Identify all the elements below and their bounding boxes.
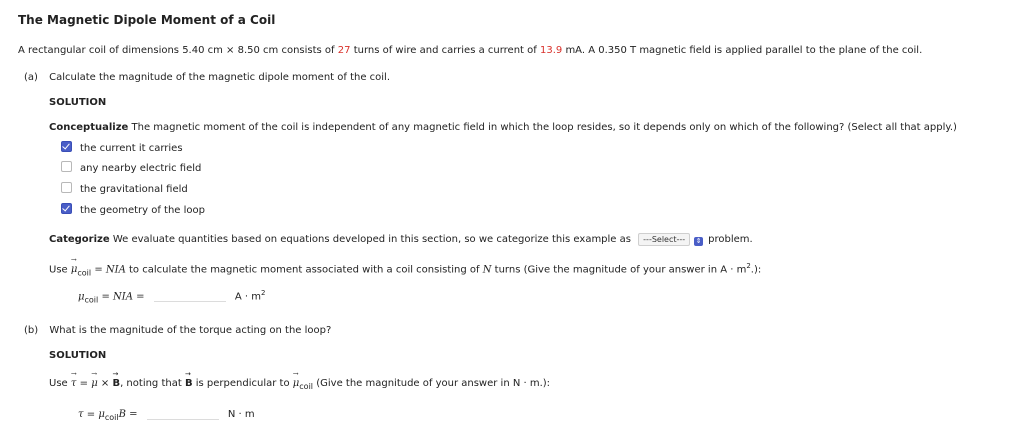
checkbox-checked-icon[interactable] <box>61 141 72 152</box>
use-formula-b <box>49 378 550 391</box>
option-label: the gravitational field <box>80 184 188 195</box>
option-current[interactable] <box>61 141 183 154</box>
categorize-text: We evaluate quantities based on equations developed in this section, so we categorize this example as <box>112 234 631 245</box>
use-formula-a <box>49 262 761 277</box>
option-label: any nearby electric field <box>80 163 202 174</box>
use-rest-text: to calculate the magnetic moment associated with a coil consisting of <box>128 264 480 276</box>
page-title: The Magnetic Dipole Moment of a Coil <box>18 13 276 27</box>
categorize-end: problem. <box>708 234 753 245</box>
magnetic-moment-input[interactable] <box>154 289 226 302</box>
intro-text-3: mA. A 0.350 T magnetic field is applied parallel to the plane of the coil. <box>565 45 923 56</box>
mu-vector: → μ <box>71 264 78 275</box>
torque-input[interactable] <box>147 407 219 420</box>
answer-unit-superscript: 2 <box>260 289 266 297</box>
tau-symbol: τ <box>78 409 84 420</box>
checkbox-icon[interactable] <box>61 182 72 193</box>
answer-row-b <box>78 407 255 422</box>
mu-symbol: μ <box>98 409 105 420</box>
current-value: 13.9 <box>539 45 563 56</box>
part-a-question <box>24 72 390 83</box>
part-b-label: (b) <box>24 325 39 336</box>
use-end-text: (Give the magnitude of your answer in N · m.): <box>316 378 551 389</box>
part-a-question-text: Calculate the magnitude of the magnetic dipole moment of the coil. <box>49 72 391 83</box>
cross-product-sign: × <box>100 378 110 389</box>
coil-subscript: coil <box>84 295 99 305</box>
option-geometry[interactable] <box>61 203 205 216</box>
equals-sign: = <box>86 409 96 420</box>
mu-vector: → μ <box>293 378 300 389</box>
turns-value: 27 <box>337 45 351 56</box>
categorize-row <box>49 233 753 246</box>
answer-row-a <box>78 289 265 304</box>
part-b-question <box>24 325 331 336</box>
answer-lhs: = NIA = <box>101 291 145 303</box>
coil-subscript: coil <box>77 268 92 278</box>
part-a-label: (a) <box>24 72 38 83</box>
use-rest-text-2: turns (Give the magnitude of your answer in A · m <box>494 264 747 276</box>
unit-superscript: 2 <box>746 262 751 270</box>
conceptualize-label: Conceptualize <box>49 122 129 133</box>
coil-subscript: coil <box>104 413 119 422</box>
conceptualize-row <box>49 122 957 133</box>
option-label: the geometry of the loop <box>80 205 205 216</box>
noting-text: , noting that <box>120 378 182 389</box>
problem-intro <box>18 45 922 56</box>
b-vector: → B <box>185 378 193 389</box>
use-prefix: Use <box>49 378 68 389</box>
tau-vector: → τ <box>71 378 77 389</box>
option-gravitational-field[interactable] <box>61 182 188 195</box>
checkbox-icon[interactable] <box>61 161 72 172</box>
part-b-question-text: What is the magnitude of the torque acting on the loop? <box>49 325 332 336</box>
conceptualize-text: The magnetic moment of the coil is independent of any magnetic field in which the loop resides, so it depends only on which of the following? (Select all that apply.) <box>131 122 957 133</box>
select-arrow-icon[interactable]: ⇕ <box>695 237 702 245</box>
b-vector: → B <box>112 378 120 389</box>
part-a-solution-label: SOLUTION <box>49 97 107 108</box>
nia-equation: = NIA <box>94 264 126 276</box>
coil-subscript: coil <box>299 382 314 391</box>
perp-text: is perpendicular to <box>195 378 290 389</box>
category-select[interactable] <box>638 233 690 246</box>
mu-symbol: μ <box>78 291 85 303</box>
use-prefix: Use <box>49 264 68 276</box>
n-variable: N <box>482 264 492 276</box>
option-electric-field[interactable] <box>61 161 201 174</box>
answer-unit: A · m <box>234 291 261 303</box>
use-end-text: .): <box>750 264 762 276</box>
intro-text-2: turns of wire and carries a current of <box>353 45 537 56</box>
answer-unit: N · m <box>227 409 255 420</box>
mu-vector: → μ <box>91 378 98 389</box>
part-b-solution-label: SOLUTION <box>49 350 107 361</box>
equals-sign: = <box>79 378 88 389</box>
category-select-value: ---Select--- <box>643 235 686 244</box>
categorize-label: Categorize <box>49 234 110 245</box>
option-label: the current it carries <box>80 143 183 154</box>
answer-b-lhs: B = <box>118 409 138 420</box>
intro-text-1: A rectangular coil of dimensions 5.40 cm × 8.50 cm consists of <box>18 45 335 56</box>
checkbox-checked-icon[interactable] <box>61 203 72 214</box>
